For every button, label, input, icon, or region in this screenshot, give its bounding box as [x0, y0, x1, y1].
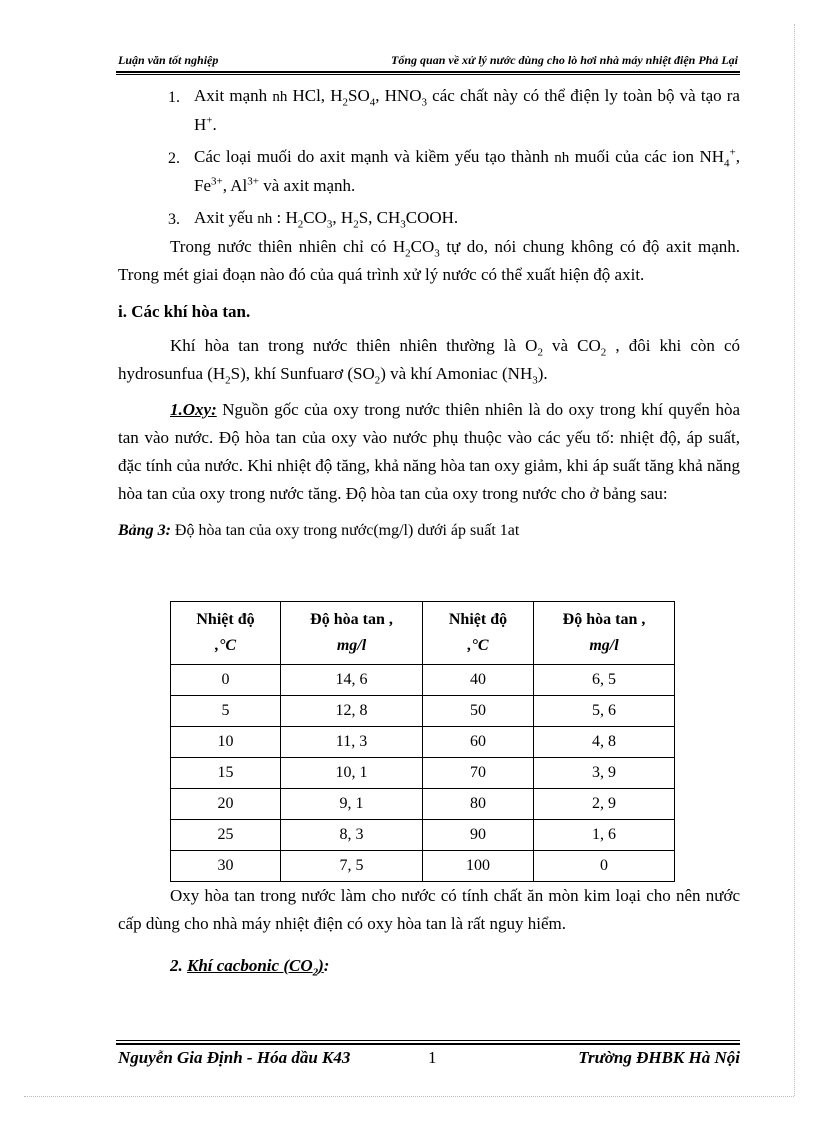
table-cell: 3, 9 — [534, 758, 675, 789]
section-heading-carbon-dioxide: 2. Khí cacbonic $(CO_2)$: — [170, 956, 330, 979]
table-cell: 5, 6 — [534, 696, 675, 727]
section-heading-dissolved-gases: i. Các khí hòa tan. — [118, 302, 251, 321]
header-rule — [116, 71, 740, 73]
table-cell: 8, 3 — [281, 820, 423, 851]
table-cell: 40 — [423, 665, 534, 696]
table-cell: 70 — [423, 758, 534, 789]
table-cell: 80 — [423, 789, 534, 820]
page-border-bottom — [24, 1096, 794, 1097]
table-cell: 6, 5 — [534, 665, 675, 696]
list-number: 3. — [168, 211, 180, 228]
page-header — [118, 53, 738, 71]
list-item-2 — [118, 143, 740, 200]
table-cell: 0 — [534, 851, 675, 882]
table-cell: 2, 9 — [534, 789, 675, 820]
table-cell: 7, 5 — [281, 851, 423, 882]
header-left: Luận văn tốt nghiệp — [118, 53, 219, 67]
header-solubility-2: Độ hòa tan , mg/l — [534, 602, 675, 665]
page-footer — [118, 1048, 740, 1072]
paragraph-oxygen-corrosion: Oxy hòa tan trong nước làm cho nước có tính chất ăn mòn kim loại cho nên nước cấp dùng cho nhà máy nhiệt điện có oxy hòa tan là rất nguy hiểm. — [118, 886, 740, 933]
table-cell: 15 — [171, 758, 281, 789]
footer-author: Nguyễn Gia Định - Hóa dầu K43 — [118, 1048, 351, 1067]
table-cell: 0 — [171, 665, 281, 696]
paragraph-dissolved-gases: Khí hòa tan trong nước thiên nhiên thường là $O_2$ và $CO_2$ , đôi khi còn có hydrosunfua $(H_2S)$, khí Sunfuarơ $(SO_2)$ và khí Amoniac $(NH_3)$. — [118, 336, 740, 387]
header-right: Tổng quan về xử lý nước dùng cho lò hơi nhà máy nhiệt điện Phả Lại — [391, 53, 738, 67]
table-cell: 10, 1 — [281, 758, 423, 789]
table-row — [171, 696, 675, 727]
table-cell: 20 — [171, 789, 281, 820]
page-number: 1 — [428, 1048, 437, 1067]
table-header-row — [171, 602, 675, 665]
table-cell: 30 — [171, 851, 281, 882]
table-cell: 11, 3 — [281, 727, 423, 758]
table-cell: 14, 6 — [281, 665, 423, 696]
footer-rule-thin — [116, 1040, 740, 1041]
list-number: 2. — [168, 150, 180, 167]
table-caption: Bảng 3: Độ hòa tan của oxy trong nước(mg/l) dưới áp suất 1at — [118, 522, 520, 539]
paragraph-oxygen: 1.Oxy: Nguồn gốc của oxy trong nước thiên nhiên là do oxy trong khí quyển hòa tan vào nước. Độ hòa tan của oxy vào nước phụ thuộc vào các yếu tố: nhiệt độ, áp suất, đặc tính của nước. Khi nhiệt độ tăng, khả năng hòa tan oxy giảm, khi áp suất tăng khả năng hòa tan của oxy trong nước tăng. Độ hòa tan của oxy trong nước cho ở bảng sau: — [118, 400, 740, 503]
main-content — [118, 82, 740, 545]
table-cell: 9, 1 — [281, 789, 423, 820]
table-row — [171, 820, 675, 851]
header-rule-thin — [116, 74, 740, 75]
paragraph-acidity: Trong nước thiên nhiên chỉ có $H_2CO_3$ tự do, nói chung không có độ axit mạnh. Trong mét giai đoạn nào đó của quá trình xử lý nước có thể xuất hiện độ axit. — [118, 237, 740, 284]
content-after-table — [118, 882, 740, 980]
header-solubility-1: Độ hòa tan , mg/l — [281, 602, 423, 665]
table-row — [171, 789, 675, 820]
footer-school: Trường ĐHBK Hà Nội — [578, 1048, 740, 1067]
list-number: 1. — [168, 89, 180, 106]
table-cell: 25 — [171, 820, 281, 851]
table-row — [171, 851, 675, 882]
header-temperature-1: Nhiệt độ ,°C — [171, 602, 281, 665]
list-item-1 — [118, 82, 740, 139]
table-cell: 5 — [171, 696, 281, 727]
table-row — [171, 727, 675, 758]
page-border-right — [794, 24, 795, 1096]
table-cell: 90 — [423, 820, 534, 851]
table-cell: 100 — [423, 851, 534, 882]
oxygen-solubility-table — [170, 601, 675, 882]
list-text: Axit yếu nh : $H_2CO_3$, $H_2S$, $CH_3COOH$. — [194, 208, 459, 231]
oxygen-label: 1.Oxy: — [170, 400, 217, 419]
table-cell: 50 — [423, 696, 534, 727]
table-cell: 10 — [171, 727, 281, 758]
list-text: Các loại muối do axit mạnh và kiềm yếu tạo thành nh muối của các ion $NH_4^+$, $Fe^{3+}$, $Al^{3+}$ và axit mạnh. — [194, 146, 741, 195]
table-cell: 12, 8 — [281, 696, 423, 727]
table-row — [171, 665, 675, 696]
table-cell: 4, 8 — [534, 727, 675, 758]
list-text: Axit mạnh nh HCl, $H_2SO_4$, $HNO_3$ các chất này có thể điện ly toàn bộ và tạo ra H+. — [194, 86, 740, 134]
table-cell: 60 — [423, 727, 534, 758]
footer-rule — [116, 1043, 740, 1045]
header-temperature-2: Nhiệt độ ,°C — [423, 602, 534, 665]
table-row — [171, 758, 675, 789]
list-item-3 — [118, 204, 740, 233]
table-cell: 1, 6 — [534, 820, 675, 851]
